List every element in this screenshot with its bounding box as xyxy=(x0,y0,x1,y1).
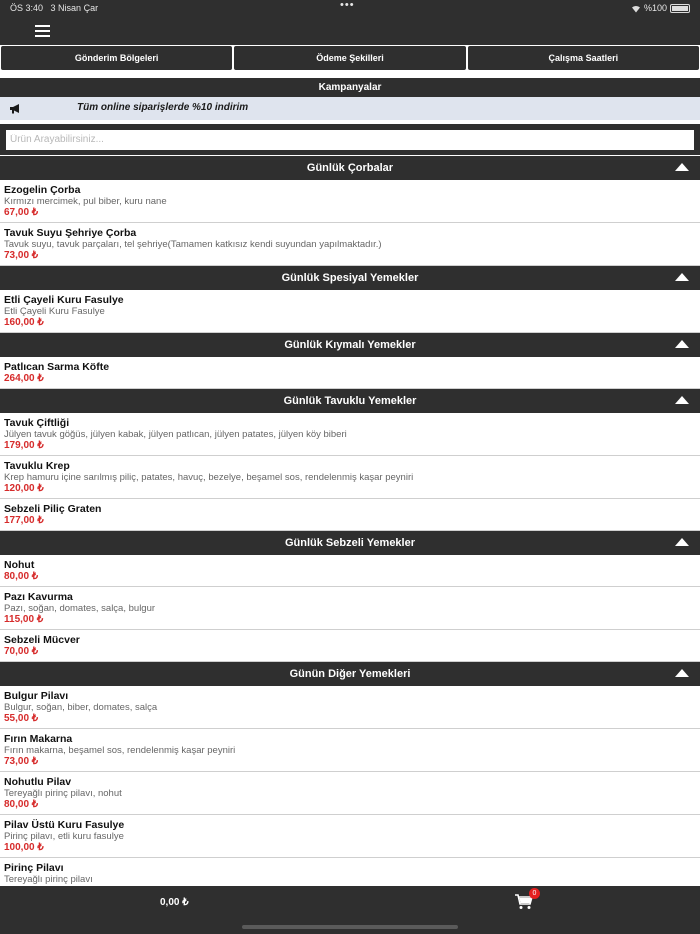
item-name: Tavuklu Krep xyxy=(4,460,70,472)
item-description: Tereyağlı pirinç pilavı, nohut xyxy=(4,788,122,799)
cart-total: 0,00 ₺ xyxy=(160,897,189,908)
tab-payment-methods[interactable]: Ödeme Şekilleri xyxy=(234,46,465,70)
item-description: Tereyağlı pirinç pilavı xyxy=(4,874,93,885)
collapse-chevron-icon[interactable] xyxy=(675,273,689,281)
campaigns-header: Kampanyalar xyxy=(0,78,700,97)
home-indicator[interactable] xyxy=(242,925,458,929)
item-price: 115,00 ₺ xyxy=(4,614,44,625)
section-title: Günlük Kıymalı Yemekler xyxy=(284,339,416,351)
menu-list[interactable] xyxy=(0,156,700,886)
item-price: 73,00 ₺ xyxy=(4,756,39,767)
section-title: Günün Diğer Yemekleri xyxy=(289,668,411,680)
item-price: 264,00 ₺ xyxy=(4,373,44,384)
collapse-chevron-icon[interactable] xyxy=(675,340,689,348)
item-name: Sebzeli Mücver xyxy=(4,634,80,646)
menu-item[interactable] xyxy=(0,686,700,729)
item-name: Ezogelin Çorba xyxy=(4,184,81,196)
section-header[interactable] xyxy=(0,662,700,686)
item-description: Fırın makarna, beşamel sos, rendelenmiş kaşar peyniri xyxy=(4,745,236,756)
campaign-text: Tüm online siparişlerde %10 indirim xyxy=(77,102,249,113)
status-time: ÖS 3:40 3 Nisan Çar xyxy=(10,3,99,13)
item-name: Patlıcan Sarma Köfte xyxy=(4,361,110,373)
item-price: 80,00 ₺ xyxy=(4,571,39,582)
item-name: Etli Çayeli Kuru Fasulye xyxy=(4,294,124,306)
item-name: Tavuk Suyu Şehriye Çorba xyxy=(4,227,137,239)
top-bar xyxy=(0,16,700,45)
cart-count-badge: 0 xyxy=(529,888,540,899)
item-description: Krep hamuru içine sarılmış piliç, patates, havuç, bezelye, beşamel sos, rendelenmiş kaşar peyniri xyxy=(4,472,414,483)
section-header[interactable] xyxy=(0,389,700,413)
menu-item[interactable] xyxy=(0,858,700,886)
menu-item[interactable] xyxy=(0,729,700,772)
menu-item[interactable] xyxy=(0,357,700,389)
item-description: Etli Çayeli Kuru Fasulye xyxy=(4,306,105,317)
section-title: Günlük Tavuklu Yemekler xyxy=(283,395,417,407)
item-name: Pirinç Pilavı xyxy=(4,862,64,874)
item-name: Pazı Kavurma xyxy=(4,591,73,603)
menu-item[interactable] xyxy=(0,587,700,630)
bottom-bar xyxy=(0,886,700,934)
item-price: 160,00 ₺ xyxy=(4,317,44,328)
menu-item[interactable] xyxy=(0,290,700,333)
battery-icon xyxy=(670,4,690,13)
search-bar xyxy=(0,124,700,155)
collapse-chevron-icon[interactable] xyxy=(675,396,689,404)
section-title: Günlük Sebzeli Yemekler xyxy=(284,537,416,549)
item-name: Bulgur Pilavı xyxy=(4,690,69,702)
item-price: 73,00 ₺ xyxy=(4,250,39,261)
section-header[interactable] xyxy=(0,531,700,555)
menu-item[interactable] xyxy=(0,499,700,531)
info-tabs xyxy=(0,46,700,70)
search-input[interactable] xyxy=(6,130,694,150)
megaphone-icon xyxy=(9,103,21,114)
item-price: 177,00 ₺ xyxy=(4,515,44,526)
section-header[interactable] xyxy=(0,266,700,290)
menu-item[interactable] xyxy=(0,456,700,499)
menu-item[interactable] xyxy=(0,630,700,662)
section-header[interactable] xyxy=(0,156,700,180)
item-price: 70,00 ₺ xyxy=(4,646,39,657)
item-price: 67,00 ₺ xyxy=(4,207,39,218)
wifi-icon xyxy=(631,4,641,13)
item-price: 179,00 ₺ xyxy=(4,440,44,451)
item-description: Pirinç pilavı, etli kuru fasulye xyxy=(4,831,124,842)
item-description: Jülyen tavuk göğüs, jülyen kabak, jülyen patlıcan, jülyen patates, jülyen köy biberi xyxy=(4,429,347,440)
menu-item[interactable] xyxy=(0,223,700,266)
item-name: Nohut xyxy=(4,559,35,571)
menu-item[interactable] xyxy=(0,772,700,815)
item-price: 100,00 ₺ xyxy=(4,842,44,853)
item-description: Kırmızı mercimek, pul biber, kuru nane xyxy=(4,196,167,207)
section-title: Günlük Çorbalar xyxy=(306,162,394,174)
item-name: Pilav Üstü Kuru Fasulye xyxy=(4,819,125,831)
item-name: Nohutlu Pilav xyxy=(4,776,72,788)
tab-working-hours[interactable]: Çalışma Saatleri xyxy=(468,46,699,70)
menu-item[interactable] xyxy=(0,180,700,223)
item-name: Fırın Makarna xyxy=(4,733,73,745)
multitask-dots[interactable]: ••• xyxy=(340,0,355,11)
item-description: Pazı, soğan, domates, salça, bulgur xyxy=(4,603,156,614)
item-description: Tavuk suyu, tavuk parçaları, tel şehriye(Tamamen katkısız kendi suyundan yapılmaktadır.) xyxy=(4,239,382,250)
campaign-banner[interactable] xyxy=(0,97,700,120)
item-price: 120,00 ₺ xyxy=(4,483,44,494)
menu-item[interactable] xyxy=(0,815,700,858)
item-name: Sebzeli Piliç Graten xyxy=(4,503,102,515)
item-name: Tavuk Çiftliği xyxy=(4,417,70,429)
menu-item[interactable] xyxy=(0,555,700,587)
section-title: Günlük Spesiyal Yemekler xyxy=(281,272,419,284)
item-description: Bulgur, soğan, biber, domates, salça xyxy=(4,702,158,713)
status-bar xyxy=(0,0,700,16)
menu-item[interactable] xyxy=(0,413,700,456)
battery-percent: %100 xyxy=(643,3,667,13)
collapse-chevron-icon[interactable] xyxy=(675,538,689,546)
tab-delivery-areas[interactable]: Gönderim Bölgeleri xyxy=(1,46,232,70)
item-price: 55,00 ₺ xyxy=(4,713,39,724)
hamburger-menu-icon[interactable] xyxy=(35,25,50,37)
item-price: 80,00 ₺ xyxy=(4,799,39,810)
collapse-chevron-icon[interactable] xyxy=(675,669,689,677)
collapse-chevron-icon[interactable] xyxy=(675,163,689,171)
section-header[interactable] xyxy=(0,333,700,357)
